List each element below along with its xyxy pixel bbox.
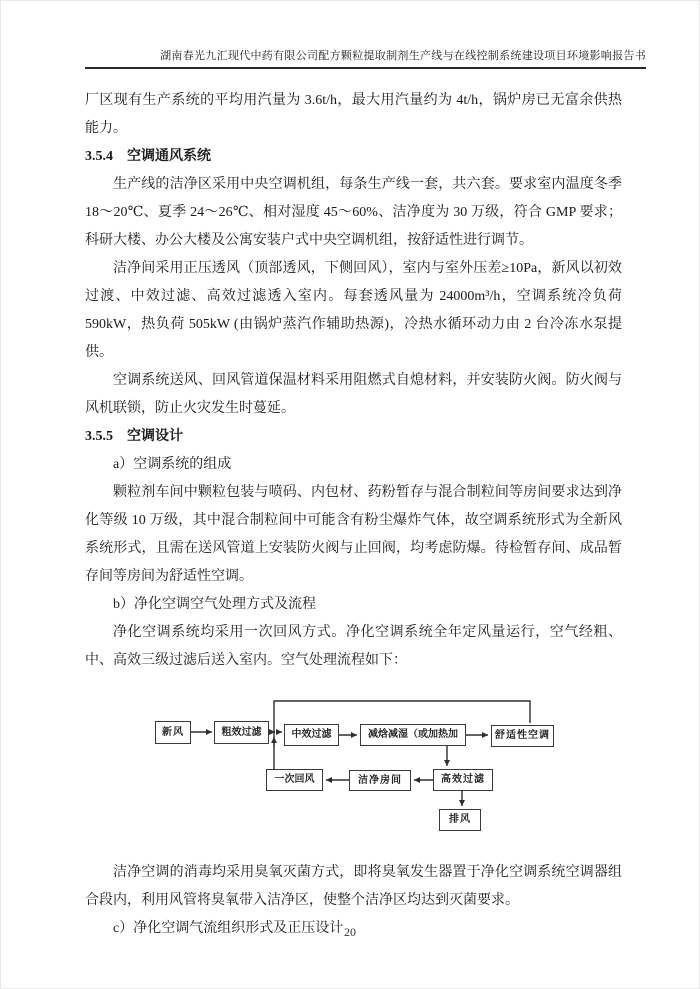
page-footer (1, 925, 699, 940)
para-cleanroom-pressure: 洁净间采用正压透风（顶部透风，下侧回风），室内与室外压差≥10Pa，新风以初效过渡、中效过滤、高效过滤透入室内。每套透风量为 24000m³/h，空调系统冷负荷 590kW，热负荷 505kW (由锅炉蒸汽作辅助热源)，冷热水循环动力由 2 台冷冻水泵提供。 (85, 261, 622, 360)
flow-box-hepa-filter: 高效过滤 (433, 769, 493, 791)
page-header (85, 47, 646, 69)
heading-3-5-4: 3.5.4 空调通风系统 (85, 149, 211, 164)
air-handling-flow-diagram (131, 689, 571, 839)
flow-box-primary-return-air: 一次回风 (266, 769, 323, 791)
flow-connectors (131, 689, 571, 839)
document-body (85, 87, 622, 943)
para-item-b: b）净化空调空气处理方式及流程 (113, 597, 316, 612)
flow-box-clean-room: 洁净房间 (349, 770, 411, 791)
para-hvac-overview: 生产线的洁净区采用中央空调机组，每条生产线一套，共六套。要求室内温度冬季18～20℃、夏季 24～26℃、相对湿度 45～60%、洁净度为 30 万级，符合 GMP 要求；科研大楼、办公大楼及公寓安装户式中央空调机组，按舒适性进行调节。 (85, 177, 622, 248)
flow-box-comfort-ac: 舒适性空调 (491, 725, 554, 747)
para-item-a: a）空调系统的组成 (113, 457, 232, 472)
flow-box-dehumidify: 减焓减湿（或加热加 (360, 724, 466, 746)
para-air-process: 净化空调系统均采用一次回风方式。净化空调系统全年定风量运行，空气经粗、中、高效三级过滤后送入室内。空气处理流程如下： (85, 625, 622, 668)
heading-3-5-5: 3.5.5 空调设计 (85, 429, 183, 444)
page-number: 20 (344, 925, 356, 939)
para-steam-capacity: 厂区现有生产系统的平均用汽量为 3.6t/h，最大用汽量约为 4t/h，锅炉房已无富余供热能力。 (85, 93, 622, 136)
para-item-c: c）净化空调气流组织形式及正压设计 (113, 921, 344, 936)
flow-box-exhaust-air: 排风 (439, 809, 481, 831)
para-ozone-sterilization: 洁净空调的消毒均采用臭氧灭菌方式，即将臭氧发生器置于净化空调系统空调器组合段内，利用风管将臭氧带入洁净区，使整个洁净区均达到灭菌要求。 (85, 865, 622, 908)
flow-box-coarse-filter: 粗效过滤 (214, 721, 269, 744)
para-fire-damper: 空调系统送风、回风管道保温材料采用阻燃式自熄材料，并安装防火阀。防火阀与风机联锁，防止火灾发生时蔓延。 (85, 373, 622, 416)
flow-box-new-air: 新风 (155, 721, 191, 744)
para-system-composition: 颗粒剂车间中颗粒包装与喷码、内包材、药粉暂存与混合制粒间等房间要求达到净化等级 10 万级，其中混合制粒间中可能含有粉尘爆炸气体，故空调系统形式为全新风系统形式，且需在送风管道上安装防火阀与止回阀，均考虑防爆。待检暂存间、成品暂存间等房间为舒适性空调。 (85, 485, 622, 584)
flow-box-medium-filter: 中效过滤 (284, 724, 339, 746)
header-title: 湖南春光九汇现代中药有限公司配方颗粒提取制剂生产线与在线控制系统建设项目环境影响报告书 (160, 50, 646, 62)
